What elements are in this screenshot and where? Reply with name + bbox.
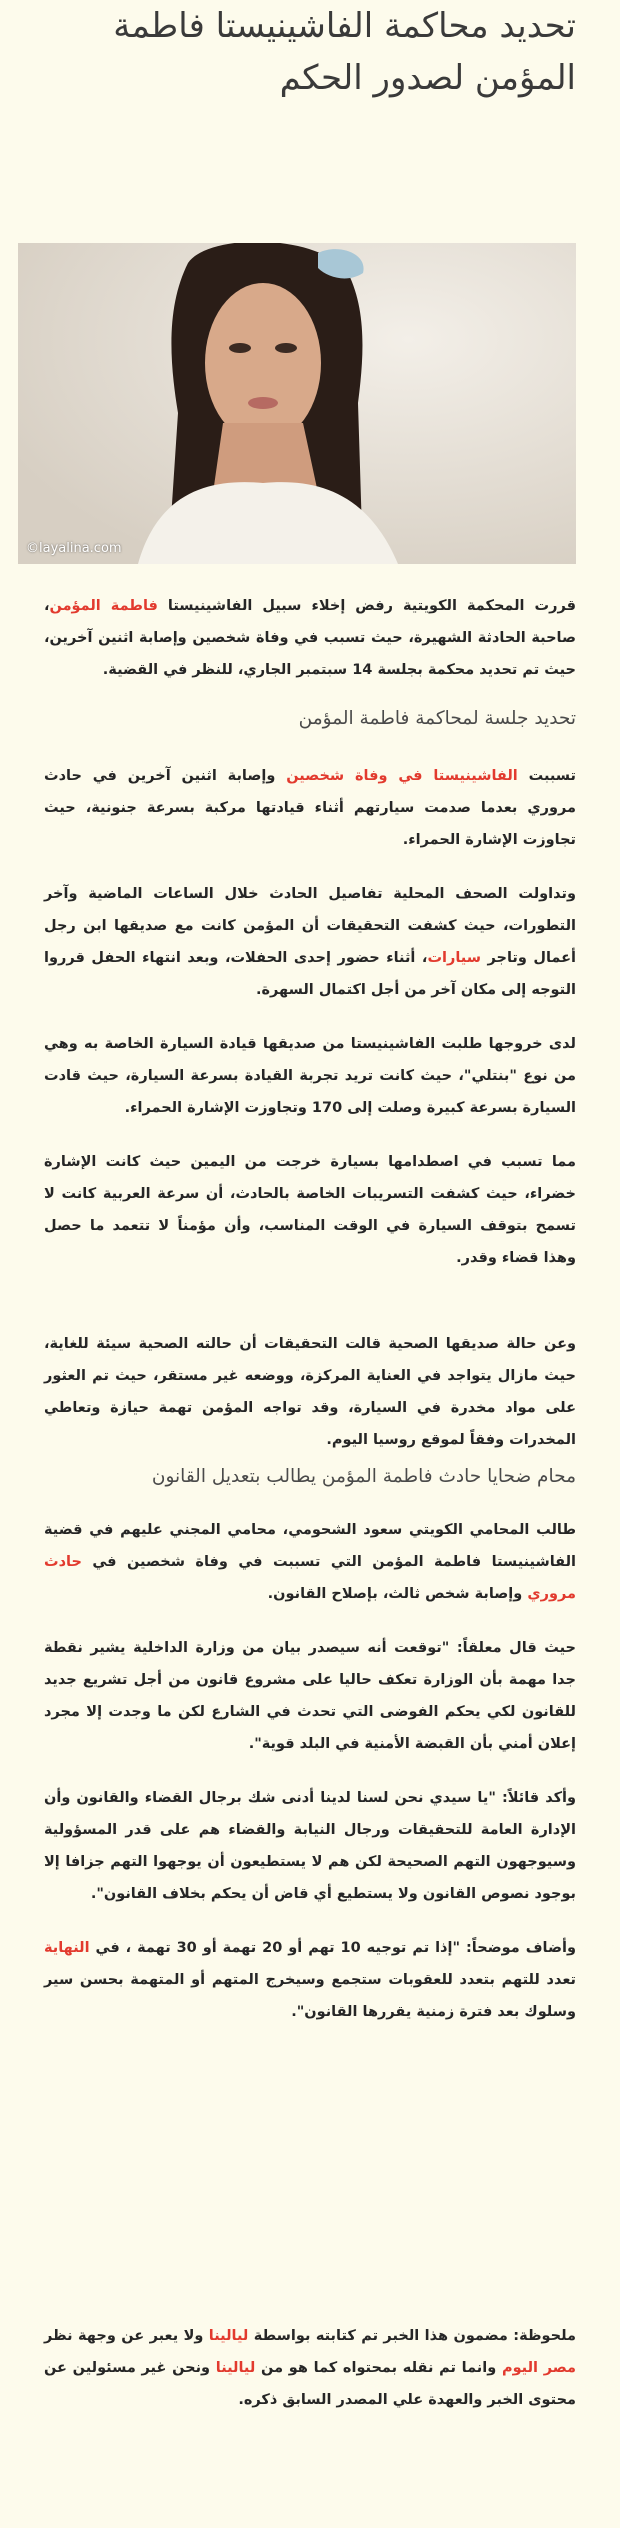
paragraph: حيث قال معلقاً: "توقعت أنه سيصدر بيان من وزارة الداخلية يشير نقطة جدا مهمة بأن الوزارة تعكف حاليا على مشروع قانون من أجل تشريع جديد للقانون لكي يحكم الفوضى التي تحدث في الشارع لكن ما وجدت إلا مجرد إعلان أمني بأن القبضة الأمنية في البلد قوية". <box>44 1640 576 1752</box>
image-watermark: ©layalina.com <box>26 541 122 556</box>
paragraph: وعن حالة صديقها الصحية قالت التحقيقات أن حالته الصحية سيئة للغاية، حيث مازال يتواجد في العناية المركزة، ووضعه غير مستقر، حيث تم العثور على مواد مخدرة في السيارة، وقد تواجه المؤمن تهمة حيازة وتعاطي المخدرات وفقاً لموقع روسيا اليوم. <box>44 1336 576 1448</box>
paragraph <box>44 878 576 1006</box>
paragraph <box>44 1514 576 1610</box>
paragraph: وأكد قائلاً: "يا سيدي نحن لسنا لدينا أدنى شك برجال القضاء والقانون وأن الإدارة العامة للتحقيقات ورجال النيابة والقضاء هم على قدر المسؤولية وسيوجهون التهم الصحيحة لكن هم لا يستطيعون أن يوجهوا التهم جزافا إلا بوجود نصوص القانون ولا يستطيع أي قاض أن يحكم بخلاف القانون". <box>44 1790 576 1902</box>
text-run: تسببت <box>517 768 577 784</box>
text-run: ، أثناء حضور إحدى الحفلات، وبعد انتهاء الحفل قرروا التوجه إلى مكان آخر من أجل اكتمال السهرة. <box>44 950 576 998</box>
article-title: تحديد محاكمة الفاشينيستا فاطمة المؤمن لصدور الحكم <box>113 6 576 98</box>
paragraph: لدى خروجها طلبت الفاشينيستا من صديقها قيادة السيارة الخاصة به وهي من نوع "بنتلي"، حيث كانت تريد تجربة القيادة بسرعة السيارة، حيث قادت السيارة بسرعة كبيرة وصلت إلى 170 وتجاوزت الإشارة الحمراء. <box>44 1036 576 1116</box>
highlight-link[interactable]: النهاية <box>44 1940 90 1956</box>
disclaimer-note <box>44 2320 576 2416</box>
text-run: تعدد للتهم بتعدد للعقوبات ستجمع وسيخرج المتهم أو المتهمة بحسن سير وسلوك بعد فترة زمنية يقررها القانون". <box>44 1972 576 2020</box>
highlight-link[interactable]: سيارات <box>427 950 481 966</box>
paragraph: مما تسبب في اصطدامها بسيارة خرجت من اليمين حيث كانت الإشارة خضراء، حيث كشفت التسريبات الخاصة بالحادث، أن سرعة العربية كانت لا تسمح بتوقف السيارة في الوقت المناسب، وأن مؤمناً لا تتعمد ما حصل وهذا قضاء وقدر. <box>44 1154 576 1266</box>
article-body <box>44 590 576 2416</box>
source-link[interactable]: ليالينا <box>215 2360 256 2376</box>
text-run: ، صاحبة الحادثة الشهيرة، حيث تسبب في وفاة شخصين وإصابة اثنين آخرين، حيث تم تحديد محكمة بجلسة 14 سبتمبر الجاري، للنظر في القضية. <box>44 598 576 678</box>
text-run: وإصابة شخص ثالث، بإصلاح القانون. <box>267 1586 528 1602</box>
article-photo <box>18 243 576 564</box>
subheading-lawyer: محام ضحايا حادث فاطمة المؤمن يطالب بتعديل القانون <box>151 1466 576 1487</box>
subheading-session: تحديد جلسة لمحاكمة فاطمة المؤمن <box>298 708 576 729</box>
text-run: قررت المحكمة الكويتية رفض إخلاء سبيل الفاشينيستا <box>157 598 576 614</box>
paragraph <box>44 760 576 856</box>
text-run: وانما تم نقله بمحتواه كما هو من <box>255 2360 502 2376</box>
text-run: ولا يعبر عن وجهة نظر <box>44 2328 209 2344</box>
text-run: وإصابة اثنين آخرين في حادث مروري بعدما صدمت سيارتهم أثناء قيادتها مركبة بسرعة جنونية، حيث تجاوزت الإشارة الحمراء. <box>44 768 576 848</box>
paragraph <box>44 1932 576 2028</box>
text-run: ونحن غير مسئولين عن محتوى الخبر والعهدة علي المصدر السابق ذكره. <box>44 2360 576 2408</box>
highlight-link[interactable]: حادث مروري <box>44 1554 576 1602</box>
text-run: ملحوظة: مضمون هذا الخبر تم كتابته بواسطة <box>248 2328 576 2344</box>
highlight-link[interactable]: فاطمة المؤمن <box>49 598 158 614</box>
source-link[interactable]: مصر اليوم <box>501 2360 577 2376</box>
intro-paragraph <box>44 590 576 686</box>
text-run: وتداولت الصحف المحلية تفاصيل الحادث خلال الساعات الماضية وآخر التطورات، حيث كشفت التحقيقات أن المؤمن كانت مع صديقها ابن رجل أعمال وتاجر <box>44 886 576 966</box>
text-run: وأضاف موضحاً: "إذا تم توجيه 10 تهم أو 20 تهمة أو 30 تهمة ، في <box>89 1940 576 1956</box>
text-run: طالب المحامي الكويتي سعود الشحومي، محامي المجني عليهم في قضية الفاشينيستا فاطمة المؤمن التي تسببت في وفاة شخصين في <box>44 1522 576 1570</box>
woman-portrait-illustration <box>18 243 576 564</box>
highlight-link[interactable]: الفاشينيستا في وفاة شخصين <box>286 768 518 784</box>
source-link[interactable]: ليالينا <box>208 2328 249 2344</box>
